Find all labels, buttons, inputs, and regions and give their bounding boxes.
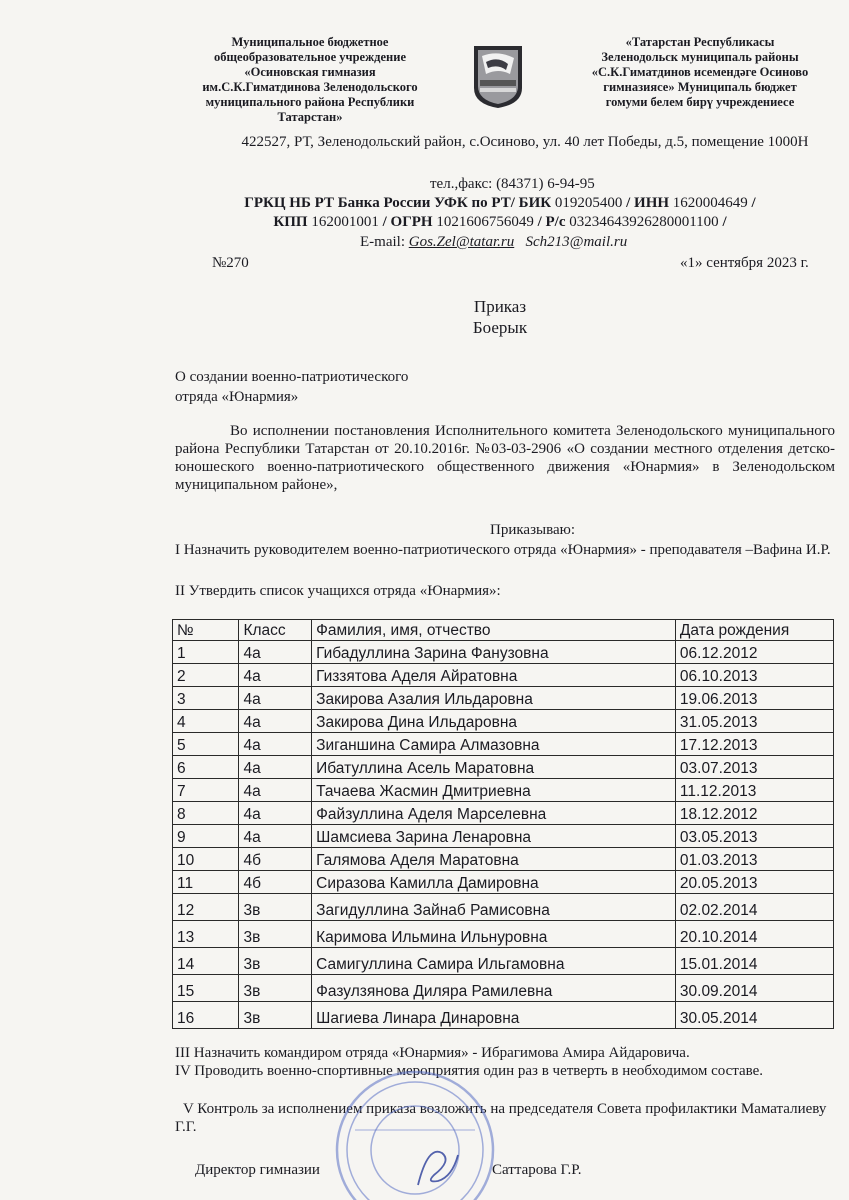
cell-name: Загидуллина Зайнаб Рамисовна [312,894,676,921]
cell-number: 2 [173,664,239,687]
email-line [360,234,627,251]
table-row [173,825,834,848]
cell-class: 4а [239,779,312,802]
cell-birthdate: 03.05.2013 [675,825,833,848]
cell-name: Гиззятова Аделя Айратовна [312,664,676,687]
org-name-tt-line: гомуми белем бирү учреждениесе [605,95,795,109]
signer-name: Саттарова Г.Р. [492,1162,582,1178]
cell-birthdate: 02.02.2014 [675,894,833,921]
cell-birthdate: 18.12.2012 [675,802,833,825]
cell-name: Ибатуллина Асель Маратовна [312,756,676,779]
cell-name: Галямова Аделя Маратовна [312,848,676,871]
cell-birthdate: 30.09.2014 [675,975,833,1002]
cell-birthdate: 01.03.2013 [675,848,833,871]
cell-number: 3 [173,687,239,710]
cell-number: 14 [173,948,239,975]
cell-name: Закирова Дина Ильдаровна [312,710,676,733]
col-birthdate: Дата рождения [675,620,833,641]
order-subject [175,367,475,407]
cell-birthdate: 15.01.2014 [675,948,833,975]
subject-line: отряда «Юнармия» [175,389,299,405]
order-item-3: III Назначить командиром отряда «Юнармия» - Ибрагимова Амира Айдаровича. [175,1045,690,1061]
table-row [173,948,834,975]
org-name-ru [160,35,460,125]
bank-label: КПП [273,214,312,230]
cell-birthdate: 19.06.2013 [675,687,833,710]
cell-class: 3в [239,1002,312,1029]
cell-number: 5 [173,733,239,756]
table-header-row [173,620,834,641]
cell-class: 4б [239,848,312,871]
col-name: Фамилия, имя, отчество [312,620,676,641]
table-row [173,710,834,733]
org-name-tt-line: «Татарстан Республикасы [625,35,775,49]
table-row [173,848,834,871]
email-link-1[interactable]: Gos.Zel@tatar.ru [408,234,515,250]
cell-birthdate: 11.12.2013 [675,779,833,802]
cell-number: 7 [173,779,239,802]
table-row [173,664,834,687]
cell-name: Каримова Ильмина Ильнуровна [312,921,676,948]
cell-class: 4а [239,756,312,779]
cell-class: 4а [239,641,312,664]
cell-name: Фазулзянова Диляра Рамилевна [312,975,676,1002]
cell-birthdate: 06.12.2012 [675,641,833,664]
phone: тел.,факс: (84371) 6-94-95 [430,176,595,192]
order-item-2: II Утвердить список учащихся отряда «Юнармия»: [175,583,501,599]
cell-number: 16 [173,1002,239,1029]
cell-birthdate: 31.05.2013 [675,710,833,733]
address: 422527, РТ, Зеленодольский район, с.Осиново, ул. 40 лет Победы, д.5, помещение 1000Н [241,134,809,150]
title-tt: Боерык [472,318,528,337]
cell-name: Шагиева Линара Динаровна [312,1002,676,1029]
inn-value: 1620004649 [672,195,748,211]
table-row [173,921,834,948]
cell-name: Шамсиева Зарина Ленаровна [312,825,676,848]
cell-birthdate: 30.05.2014 [675,1002,833,1029]
org-name-tt-line: Зеленодольск муниципаль районы [601,50,799,64]
table-row [173,756,834,779]
bank-line-1 [170,194,830,213]
cell-name: Самигуллина Самира Ильгамовна [312,948,676,975]
cell-class: 4а [239,687,312,710]
cell-name: Закирова Азалия Ильдаровна [312,687,676,710]
cell-class: 4а [239,733,312,756]
bank-label: / ОГРН [378,214,437,230]
cell-name: Гибадуллина Зарина Фанузовна [312,641,676,664]
table-row [173,779,834,802]
cell-class: 4а [239,825,312,848]
cell-number: 12 [173,894,239,921]
students-table [172,619,834,1029]
org-name-ru-line: им.С.К.Гиматдинова Зеленодольского [202,80,418,94]
preamble: Во исполнении постановления Исполнительного комитета Зеленодольского муниципального района Республики Татарстан от 20.10.2016г. №03-03-2906 «О создании местного отделения детско-юношеского военно-патриотического общественного движения «Юнармия» в Зеленодольском муниципальном районе», [175,423,835,493]
bank-line-2 [170,213,830,232]
bank-label: / ИНН [622,195,673,211]
org-name-ru-line: «Осиновская гимназия [244,65,376,79]
account-value: 03234643926280001100 [569,214,719,230]
bank-label: / Р/с [533,214,570,230]
ogrn-value: 1021606756049 [436,214,534,230]
bank-details [170,194,830,232]
table-row [173,802,834,825]
cell-number: 13 [173,921,239,948]
cell-number: 15 [173,975,239,1002]
title-ru: Приказ [473,297,527,316]
order-item-1: I Назначить руководителем военно-патриотического отряда «Юнармия» - преподавателя –Вафина И.Р. [175,542,831,558]
cell-class: 4а [239,802,312,825]
table-row [173,871,834,894]
org-name-tt [560,35,840,110]
table-row [173,975,834,1002]
coat-of-arms-icon [472,44,524,110]
cell-birthdate: 20.10.2014 [675,921,833,948]
order-directive: Приказываю: [490,522,575,538]
cell-number: 9 [173,825,239,848]
cell-number: 8 [173,802,239,825]
table-row [173,641,834,664]
cell-class: 4б [239,871,312,894]
cell-class: 3в [239,894,312,921]
cell-class: 4а [239,664,312,687]
cell-name: Сиразова Камилла Дамировна [312,871,676,894]
cell-birthdate: 03.07.2013 [675,756,833,779]
cell-number: 11 [173,871,239,894]
cell-birthdate: 06.10.2013 [675,664,833,687]
email-link-2[interactable]: Sch213@mail.ru [525,234,628,250]
col-number: № [173,620,239,641]
org-name-tt-line: «С.К.Гиматдинов исемендәге Осиново [591,65,809,79]
cell-class: 4а [239,710,312,733]
cell-number: 4 [173,710,239,733]
bik-value: 019205400 [554,195,623,211]
org-name-ru-line: общеобразовательное учреждение [214,50,406,64]
cell-class: 3в [239,975,312,1002]
org-name-ru-line: Татарстан» [277,110,343,124]
org-name-ru-line: Муниципальное бюджетное [231,35,389,49]
cell-class: 3в [239,921,312,948]
cell-name: Файзуллина Аделя Марселевна [312,802,676,825]
col-class: Класс [239,620,312,641]
bank-label: ГРКЦ НБ РТ Банка России УФК по РТ/ БИК [244,195,555,211]
org-name-tt-line: гимназиясе» Муниципаль бюджет [603,80,797,94]
cell-number: 6 [173,756,239,779]
table-row [173,687,834,710]
signer-position: Директор гимназии [195,1162,320,1178]
signature-icon [408,1135,468,1195]
order-date: «1» сентября 2023 г. [680,255,809,271]
cell-birthdate: 17.12.2013 [675,733,833,756]
bank-label: / [718,214,727,230]
order-number: №270 [212,255,249,271]
cell-number: 1 [173,641,239,664]
table-row [173,1002,834,1029]
cell-birthdate: 20.05.2013 [675,871,833,894]
bank-label: / [747,195,756,211]
cell-name: Зиганшина Самира Алмазовна [312,733,676,756]
email-label: E-mail: [360,234,409,250]
table-row [173,733,834,756]
org-name-ru-line: муниципального района Республики [205,95,415,109]
cell-name: Тачаева Жасмин Дмитриевна [312,779,676,802]
kpp-value: 162001001 [311,214,379,230]
subject-line: О создании военно-патриотического [175,369,409,385]
cell-number: 10 [173,848,239,871]
order-item-5: V Контроль за исполнением приказа возложить на председателя Совета профилактики Маматалиеву Г.Г. [175,1101,827,1135]
order-item-4: IV Проводить военно-спортивные мероприятия один раз в четверть в необходимом составе. [175,1063,764,1079]
table-row [173,894,834,921]
cell-class: 3в [239,948,312,975]
